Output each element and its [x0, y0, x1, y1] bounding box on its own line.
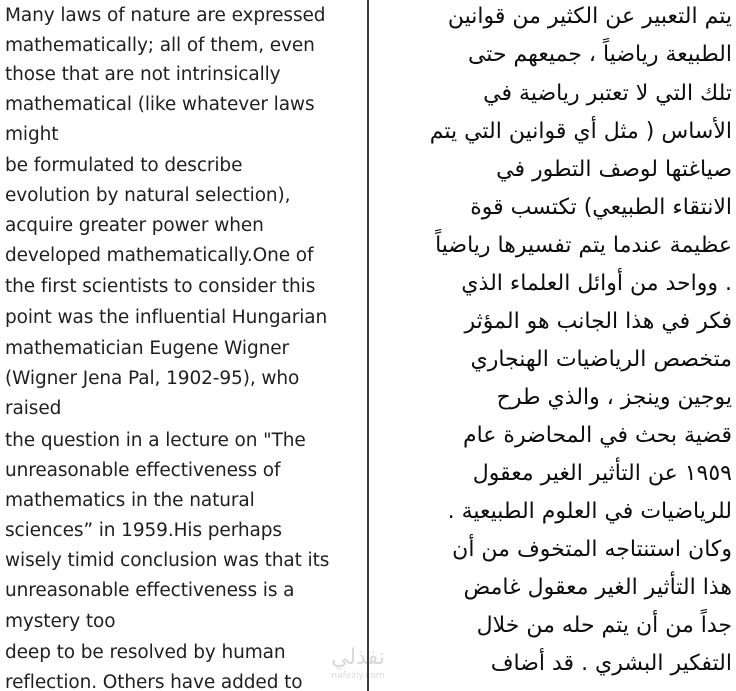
- english-line: those that are not intrinsically: [5, 64, 281, 85]
- english-line: mathematical (like whatever laws: [5, 94, 315, 115]
- arabic-line: التفكير البشري . قد أضاف: [490, 651, 732, 676]
- arabic-line: ١٩٥٩ عن التأثير الغير معقول: [472, 461, 732, 486]
- english-line: acquire greater power when: [5, 215, 264, 236]
- english-line: developed mathematically.One of: [5, 245, 314, 266]
- english-line: sciences” in 1959.His perhaps: [5, 520, 282, 541]
- english-line: unreasonable effectiveness is a: [5, 580, 295, 601]
- arabic-line: الأساس ( مثل أي قوانين التي يتم: [429, 119, 732, 144]
- arabic-line: هذا التأثير الغير معقول غامض: [463, 575, 732, 600]
- english-line: deep to be resolved by human: [5, 642, 286, 663]
- english-line: Many laws of nature are expressed: [5, 5, 326, 26]
- watermark-url: nafezly.com: [331, 671, 385, 681]
- column-divider: [367, 0, 369, 691]
- arabic-line: صياغتها لوصف التطور في: [496, 157, 732, 182]
- watermark-logo: [318, 645, 398, 691]
- english-line: mathematics in the natural: [5, 490, 255, 511]
- english-line: reflection. Others have added to: [5, 672, 303, 691]
- arabic-line: الطبيعة رياضياً ، جميعهم حتى: [467, 42, 732, 67]
- english-line: unreasonable effectiveness of: [5, 460, 281, 481]
- arabic-line: يتم التعبير عن الكثير من قوانين: [447, 4, 732, 29]
- english-line: wisely timid conclusion was that its: [5, 550, 330, 571]
- english-line: the question in a lecture on "The: [5, 430, 306, 451]
- arabic-line: . وواحد من أوائل العلماء الذي: [461, 271, 732, 296]
- arabic-line: يوجين وينجز ، والذي طرح: [496, 385, 732, 410]
- arabic-line: تلك التي لا تعتبر رياضية في: [483, 81, 732, 106]
- arabic-line: جداً من أن يتم حله من خلال: [476, 613, 732, 638]
- english-text-column: [0, 0, 366, 691]
- english-line: mathematician Eugene Wigner: [5, 338, 290, 359]
- english-line: the first scientists to consider this: [5, 276, 316, 297]
- english-line: might: [5, 124, 59, 145]
- english-line: (Wigner Jena Pal, 1902-95), who: [5, 368, 300, 389]
- arabic-line: فكر في هذا الجانب هو المؤثر: [464, 309, 732, 334]
- english-line: mystery too: [5, 611, 116, 632]
- arabic-line: متخصص الرياضيات الهنجاري: [470, 347, 732, 372]
- arabic-line: قضية بحث في المحاضرة عام: [462, 423, 732, 448]
- arabic-line: وكان استنتاجه المتخوف من أن: [452, 537, 732, 562]
- english-line: mathematically; all of them, even: [5, 35, 315, 56]
- english-line: evolution by natural selection),: [5, 185, 291, 206]
- english-line: be formulated to describe: [5, 155, 243, 176]
- english-line: raised: [5, 398, 62, 419]
- arabic-line: عظيمة عندما يتم تفسيرها رياضياً: [435, 233, 732, 258]
- arabic-line: الانتقاء الطبيعي) تكتسب قوة: [470, 195, 732, 220]
- arabic-text-column: [372, 0, 736, 691]
- arabic-line: للرياضيات في العلوم الطبيعية .: [447, 499, 732, 524]
- watermark-text: نفذلي: [331, 645, 385, 670]
- english-line: point was the influential Hungarian: [5, 307, 328, 328]
